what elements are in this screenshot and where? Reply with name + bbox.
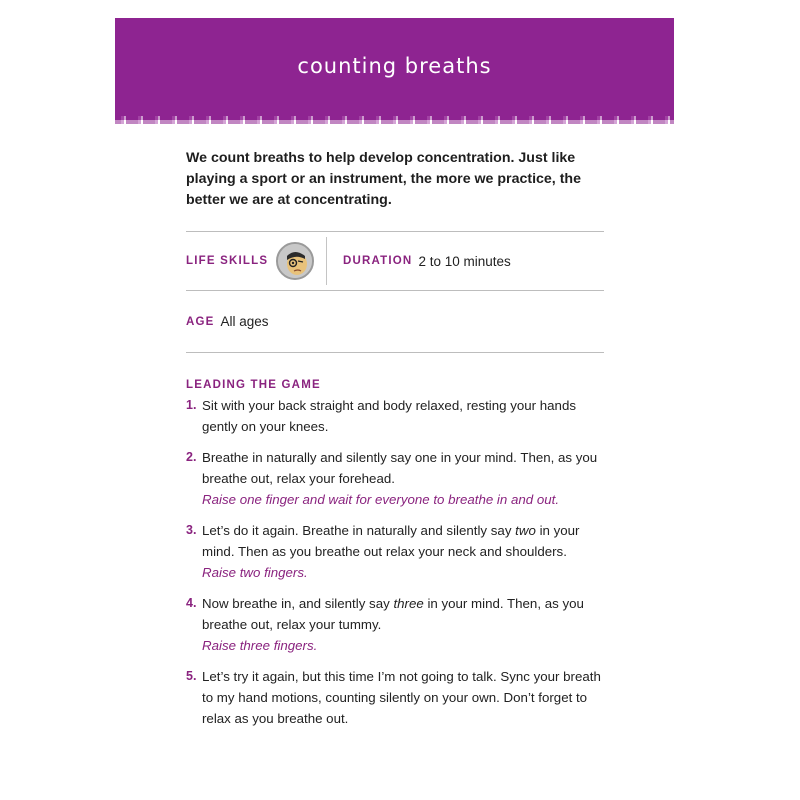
steps-list — [186, 395, 604, 729]
step-item — [186, 520, 604, 583]
step-item — [186, 395, 604, 437]
step-text — [202, 666, 604, 729]
step-item — [186, 447, 604, 510]
duration-value: 2 to 10 minutes — [418, 253, 511, 269]
step-text-emphasis: three — [393, 596, 424, 611]
step-number: 5. — [186, 669, 197, 683]
age-row — [186, 291, 604, 352]
step-text — [202, 447, 604, 510]
meta-row — [186, 232, 604, 290]
step-item — [186, 593, 604, 656]
step-item — [186, 666, 604, 729]
step-text-rest: in your mind. Then, as you breathe out, relax your tummy. — [202, 596, 584, 632]
step-instruction-note: Raise three fingers. — [202, 638, 318, 653]
vertical-divider — [326, 237, 327, 285]
step-number: 1. — [186, 398, 197, 412]
page-title: counting breaths — [297, 54, 492, 78]
intro-text: We count breaths to help develop concentration. Just like playing a sport or an instrument, the more we practice, the better we are at concentrating. — [186, 150, 581, 208]
concentration-face-icon — [276, 242, 314, 280]
title-banner — [115, 18, 674, 120]
life-skills — [186, 242, 326, 280]
duration — [343, 254, 511, 269]
step-text — [202, 395, 604, 437]
step-text-main: Let’s do it again. Breathe in naturally and silently say — [202, 523, 516, 538]
step-number: 3. — [186, 523, 197, 537]
step-instruction-note: Raise one finger and wait for everyone to breathe in and out. — [202, 492, 560, 507]
step-instruction-note: Raise two fingers. — [202, 565, 308, 580]
step-text-main: Breathe in naturally and silently say one in your mind. Then, as you breathe out, relax your forehead. — [202, 450, 598, 486]
step-number: 4. — [186, 596, 197, 610]
age-label: AGE — [186, 315, 215, 328]
card-content — [186, 148, 604, 739]
leading-title: LEADING THE GAME — [186, 379, 321, 391]
life-skills-label: LIFE SKILLS — [186, 255, 269, 267]
step-text — [202, 520, 604, 583]
step-text-rest: in your mind. Then as you breathe out relax your neck and shoulders. — [202, 523, 580, 559]
step-text-main: Sit with your back straight and body relaxed, resting your hands gently on your knees. — [202, 398, 576, 434]
age-value: All ages — [220, 314, 269, 329]
brush-edge — [115, 116, 674, 124]
step-text-emphasis: two — [515, 523, 536, 538]
step-text-main: Let’s try it again, but this time I’m not going to talk. Sync your breath to my hand motions, counting silently on your own. Don’t forget to relax as you breathe out. — [202, 669, 601, 726]
divider — [186, 352, 604, 353]
step-number: 2. — [186, 450, 197, 464]
duration-label: DURATION — [343, 255, 413, 267]
step-text — [202, 593, 604, 656]
step-text-main: Now breathe in, and silently say — [202, 596, 394, 611]
